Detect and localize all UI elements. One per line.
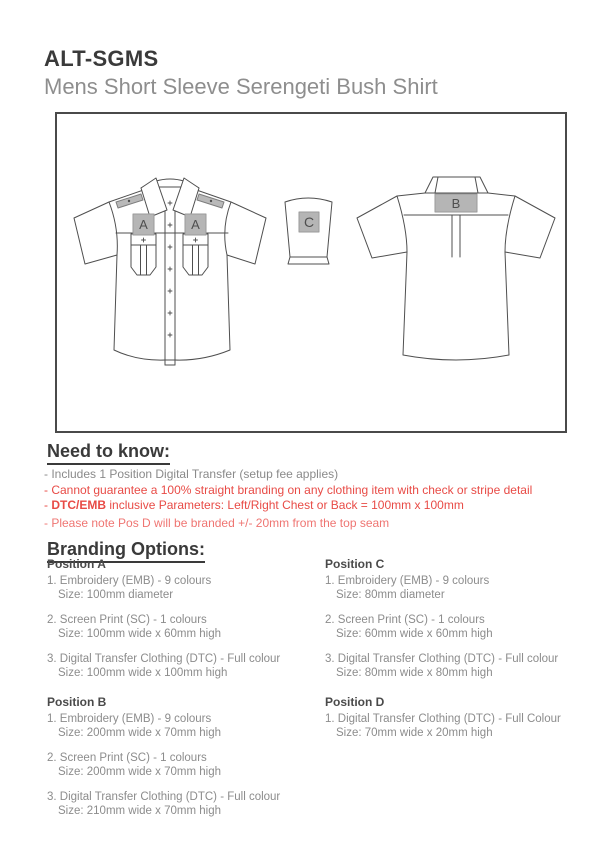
position-c-label: C <box>303 214 315 230</box>
shirt-diagram-box <box>55 112 567 433</box>
position-b-heading: Position B <box>47 695 107 709</box>
branding-column-left <box>47 557 315 829</box>
note-included-transfer: - Includes 1 Position Digital Transfer (setup fee applies) <box>44 467 339 481</box>
note-dash: - <box>44 498 52 512</box>
front-shirt-drawing <box>74 178 266 365</box>
product-code-title: ALT-SGMS <box>44 46 159 71</box>
item-size: Size: 100mm wide x 60mm high <box>58 628 221 640</box>
position-c-block <box>325 557 593 680</box>
branding-column-right <box>325 557 593 751</box>
branding-item <box>325 613 593 641</box>
position-d-heading: Position D <box>325 695 385 709</box>
branding-item <box>325 652 593 680</box>
branding-item <box>47 751 315 779</box>
item-size: Size: 80mm wide x 80mm high <box>336 667 493 679</box>
item-size: Size: 60mm wide x 60mm high <box>336 628 493 640</box>
branding-item <box>47 790 315 818</box>
branding-options-heading: Branding Options: <box>47 539 205 563</box>
note-no-guarantee: - Cannot guarantee a 100% straight branding on any clothing item with check or stripe detail <box>44 483 533 497</box>
item-method: 1. Digital Transfer Clothing (DTC) - Full Colour <box>325 713 561 725</box>
back-collar <box>425 177 488 193</box>
item-method: 1. Embroidery (EMB) - 9 colours <box>47 713 212 725</box>
sleeve-drawing <box>285 198 332 264</box>
branding-item <box>47 574 315 602</box>
item-size: Size: 210mm wide x 70mm high <box>58 805 221 817</box>
item-size: Size: 200mm wide x 70mm high <box>58 766 221 778</box>
position-c-heading: Position C <box>325 557 385 571</box>
item-size: Size: 70mm wide x 20mm high <box>336 727 493 739</box>
shirt-line-drawing <box>57 114 565 431</box>
product-name-subtitle: Mens Short Sleeve Serengeti Bush Shirt <box>44 74 438 99</box>
position-a-block <box>47 557 315 680</box>
branding-item <box>47 652 315 680</box>
item-method: 2. Screen Print (SC) - 1 colours <box>47 752 207 764</box>
back-shirt-drawing <box>357 177 555 360</box>
note-dtc-emb-parameters <box>44 498 464 512</box>
note-dtc-emb-bold: DTC/EMB <box>51 498 107 512</box>
note-pos-d-seam: - Please note Pos D will be branded +/- 20mm from the top seam <box>44 516 390 530</box>
item-method: 3. Digital Transfer Clothing (DTC) - Full colour <box>325 653 559 665</box>
item-size: Size: 200mm wide x 70mm high <box>58 727 221 739</box>
item-method: 1. Embroidery (EMB) - 9 colours <box>47 575 212 587</box>
branding-item <box>47 613 315 641</box>
position-d-block <box>325 695 593 740</box>
item-size: Size: 80mm diameter <box>336 589 445 601</box>
position-a-heading: Position A <box>47 557 106 571</box>
item-method: 2. Screen Print (SC) - 1 colours <box>325 614 485 626</box>
item-size: Size: 100mm diameter <box>58 589 174 601</box>
position-a-right-label: A <box>191 217 200 232</box>
item-method: 3. Digital Transfer Clothing (DTC) - Full colour <box>47 653 281 665</box>
position-b-block <box>47 695 315 818</box>
branding-item <box>47 712 315 740</box>
item-method: 2. Screen Print (SC) - 1 colours <box>47 614 207 626</box>
position-b-label: B <box>451 196 461 211</box>
branding-item <box>325 574 593 602</box>
branding-item <box>325 712 593 740</box>
item-method: 3. Digital Transfer Clothing (DTC) - Full colour <box>47 791 281 803</box>
note-dtc-emb-rest: inclusive Parameters: Left/Right Chest or Back = 100mm x 100mm <box>106 498 464 512</box>
item-size: Size: 100mm wide x 100mm high <box>58 667 228 679</box>
position-a-left-label: A <box>139 217 148 232</box>
need-to-know-heading: Need to know: <box>47 441 170 465</box>
item-method: 1. Embroidery (EMB) - 9 colours <box>325 575 490 587</box>
